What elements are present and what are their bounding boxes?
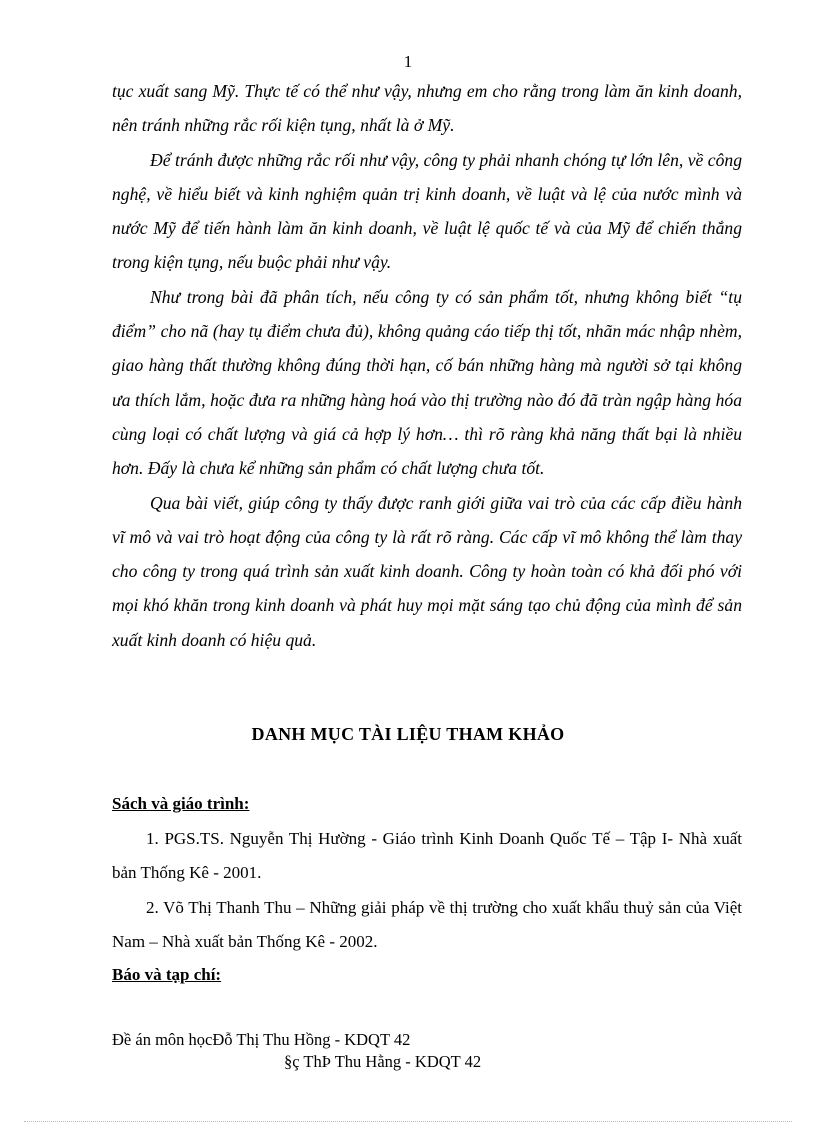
books-heading: Sách và giáo trình: (112, 794, 250, 813)
paragraph: tục xuất sang Mỹ. Thực tế có thể như vậy, nhưng em cho rằng trong làm ăn kinh doanh, nên tránh những rắc rối kiện tụng, nhất là ở Mỹ. (112, 81, 742, 136)
footer-line: §ç ThÞ Thu Hằng - KDQT 42 (284, 1052, 482, 1071)
paragraph: Để tránh được những rắc rối như vậy, công ty phải nhanh chóng tự lớn lên, về công nghệ, về hiểu biết và kinh nghiệm quản trị kinh doanh, về luật và lệ của nước mình và nước Mỹ để tiến hành làm ăn kinh doanh, về luật lệ quốc tế và của Mỹ để chiến thắng trong kiện tụng, nếu buộc phải như vậy. (112, 149, 742, 273)
book-reference: 2. Võ Thị Thanh Thu – Những giải pháp về thị trường cho xuất khẩu thuỷ sản của Việt Nam – Nhà xuất bản Thống Kê - 2002. (112, 897, 742, 951)
book-reference: 1. PGS.TS. Nguyễn Thị Hường - Giáo trình Kinh Doanh Quốc Tế – Tập I- Nhà xuất bản Thống Kê - 2001. (112, 829, 742, 883)
book-reference-list (112, 822, 742, 959)
paragraph: Qua bài viết, giúp công ty thấy được ranh giới giữa vai trò của các cấp điều hành vĩ mô và vai trò hoạt động của công ty là rất rõ ràng. Các cấp vĩ mô không thể làm thay cho công ty trong quá trình sản xuất kinh doanh. Công ty hoàn toàn có khả đối phó với mọi khó khăn trong kinh doanh và phát huy mọi mặt sáng tạo chủ động của mình để sản xuất kinh doanh có hiệu quả. (112, 492, 742, 650)
body-text (112, 74, 742, 657)
page-bottom-rule (24, 1121, 792, 1122)
footer-line: Đề án môn họcĐỗ Thị Thu Hồng - KDQT 42 (112, 1030, 411, 1049)
journals-heading: Báo và tạp chí: (112, 965, 222, 984)
page-number: 1 (403, 52, 413, 71)
references-title: DANH MỤC TÀI LIỆU THAM KHẢO (251, 724, 565, 744)
paragraph: Như trong bài đã phân tích, nếu công ty có sản phẩm tốt, nhưng không biết “tụ điểm” cho nã (hay tụ điểm chưa đủ), không quảng cáo tiếp thị tốt, nhãn mác nhập nhèm, giao hàng thất thường không đúng thời hạn, cố bán những hàng mà người sở tại không ưa thích lắm, hoặc đưa ra những hàng hoá vào thị trường nào đó đã tràn ngập hàng hóa cùng loại có chất lượng và giá cả hợp lý hơn… thì rõ ràng khả năng thất bại là nhiều hơn. Đấy là chưa kể những sản phẩm có chất lượng chưa tốt. (112, 286, 742, 479)
